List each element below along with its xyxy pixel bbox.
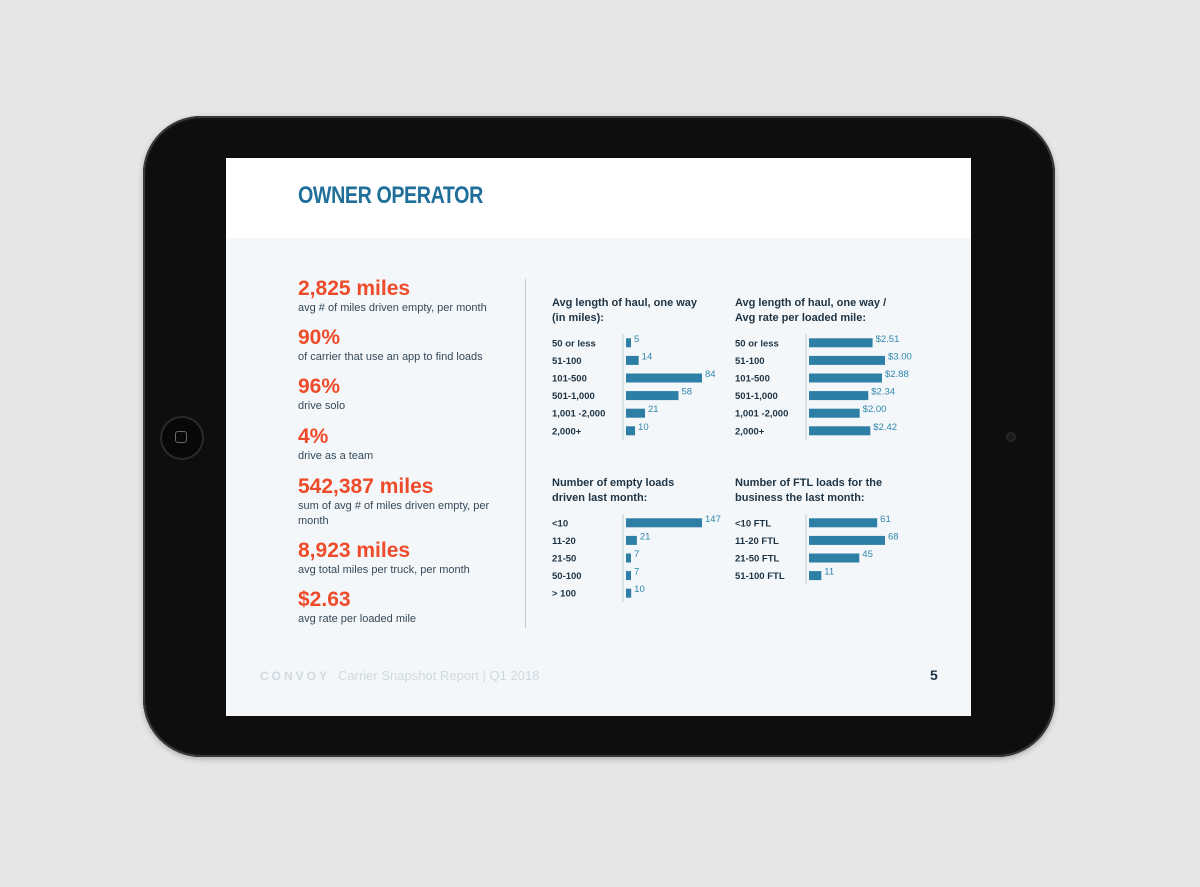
bar	[626, 554, 631, 563]
bar	[626, 536, 637, 545]
chart-ftl-loads	[735, 476, 925, 596]
bar	[626, 391, 678, 400]
stat-label: avg # of miles driven empty, per month	[298, 302, 487, 314]
chart-title: Number of FTL loads for the business the last month:	[735, 477, 883, 504]
chart-plot	[735, 333, 912, 454]
bar	[626, 356, 639, 365]
bar	[809, 409, 860, 418]
value-label: 147	[705, 513, 721, 525]
category-label: 21-50	[552, 553, 577, 565]
footer-brand-logo: CONVOY	[260, 669, 331, 683]
footer-report-title: Carrier Snapshot Report | Q1 2018	[338, 668, 540, 683]
chart-plot	[735, 514, 905, 594]
stat-value: 96%	[298, 375, 341, 398]
chart-title: Number of empty loads driven last month:	[552, 477, 675, 504]
value-label: 68	[888, 531, 899, 543]
bar	[809, 518, 877, 527]
stat-total-miles	[298, 539, 498, 578]
chart-title: Avg length of haul, one way / Avg rate per loaded mile:	[735, 297, 887, 324]
bar	[626, 338, 631, 347]
bar	[809, 554, 859, 563]
category-label: 2,000+	[735, 426, 765, 438]
bar	[626, 426, 635, 435]
chart-plot	[552, 334, 722, 454]
stat-rate-per-mile	[298, 588, 498, 627]
stat-label: avg total miles per truck, per month	[298, 564, 470, 576]
stat-value: 90%	[298, 326, 341, 349]
stat-value: 2,825 miles	[298, 277, 411, 300]
value-label: 10	[634, 584, 645, 596]
bar	[809, 356, 885, 365]
value-label: 84	[705, 369, 716, 380]
value-label: 5	[634, 333, 640, 345]
stat-value: $2.63	[298, 588, 351, 611]
value-label: $2.42	[873, 421, 898, 433]
chart-empty-loads	[552, 476, 722, 616]
stat-label: sum of avg # of miles driven empty, per month	[298, 500, 490, 527]
category-label: 21-50 FTL	[735, 553, 780, 565]
category-label: 1,001 -2,000	[552, 408, 606, 420]
value-label: 45	[862, 549, 873, 560]
category-label: 101-500	[552, 373, 587, 385]
value-label: 10	[638, 421, 649, 433]
value-label: 58	[681, 386, 693, 398]
value-label: $2.88	[884, 369, 909, 380]
value-label: $3.00	[888, 351, 912, 363]
category-label: 50 or less	[552, 338, 596, 350]
value-label: 7	[634, 566, 640, 578]
category-label: 101-500	[735, 373, 770, 385]
stat-value: 8,923 miles	[298, 539, 411, 562]
stat-value: 4%	[298, 425, 329, 448]
header-band	[226, 158, 971, 238]
bar	[626, 374, 702, 383]
category-label: 11-20 FTL	[735, 535, 779, 547]
category-label: 51-100	[735, 355, 765, 367]
stat-sum-empty-miles	[298, 475, 498, 529]
stat-drive-team	[298, 425, 498, 464]
category-label: > 100	[552, 588, 577, 600]
category-label: 50-100	[552, 571, 582, 583]
value-label: 11	[824, 566, 835, 578]
camera-icon	[1006, 432, 1016, 442]
bar	[626, 409, 645, 418]
stat-label: avg rate per loaded mile	[298, 613, 417, 625]
category-label: 501-1,000	[552, 391, 595, 403]
stat-app-usage	[298, 326, 498, 365]
chart-haul-rate	[735, 296, 925, 461]
home-button[interactable]	[160, 416, 204, 460]
bar	[626, 571, 631, 580]
category-label: 2,000+	[552, 426, 582, 438]
bar	[809, 338, 873, 347]
column-divider	[525, 279, 526, 628]
report-page	[226, 158, 971, 716]
chart-haul-length	[552, 296, 722, 461]
category-label: 51-100	[552, 355, 582, 367]
value-label: 21	[648, 404, 659, 416]
stat-label: drive solo	[298, 400, 346, 412]
bar	[809, 391, 868, 400]
stat-drive-solo	[298, 375, 498, 414]
bar	[809, 536, 885, 545]
chart-plot	[552, 514, 722, 614]
category-label: <10 FTL	[735, 518, 772, 530]
value-label: 61	[880, 513, 891, 525]
stat-label: of carrier that use an app to find loads	[298, 351, 483, 363]
bar	[626, 518, 702, 527]
bar	[809, 571, 821, 580]
tablet-frame	[143, 116, 1055, 757]
value-label: $2.00	[862, 404, 887, 416]
value-label: 14	[641, 351, 653, 363]
page-title: OWNER OPERATOR	[298, 182, 483, 209]
bar	[626, 589, 631, 598]
page-number: 5	[930, 667, 938, 683]
value-label: 7	[634, 549, 640, 560]
category-label: 51-100 FTL	[735, 571, 785, 583]
stat-value: 542,387 miles	[298, 475, 434, 498]
value-label: $2.34	[871, 386, 896, 398]
home-square-icon	[175, 431, 187, 443]
stat-label: drive as a team	[298, 450, 374, 462]
category-label: <10	[552, 518, 569, 530]
category-label: 11-20	[552, 535, 576, 547]
chart-title: Avg length of haul, one way (in miles):	[552, 297, 698, 324]
bar	[809, 374, 882, 383]
category-label: 50 or less	[735, 338, 779, 350]
category-label: 1,001 -2,000	[735, 408, 789, 420]
bar	[809, 426, 870, 435]
stat-empty-miles	[298, 277, 498, 316]
value-label: $2.51	[875, 333, 900, 345]
category-label: 501-1,000	[735, 391, 778, 403]
value-label: 21	[639, 531, 651, 543]
